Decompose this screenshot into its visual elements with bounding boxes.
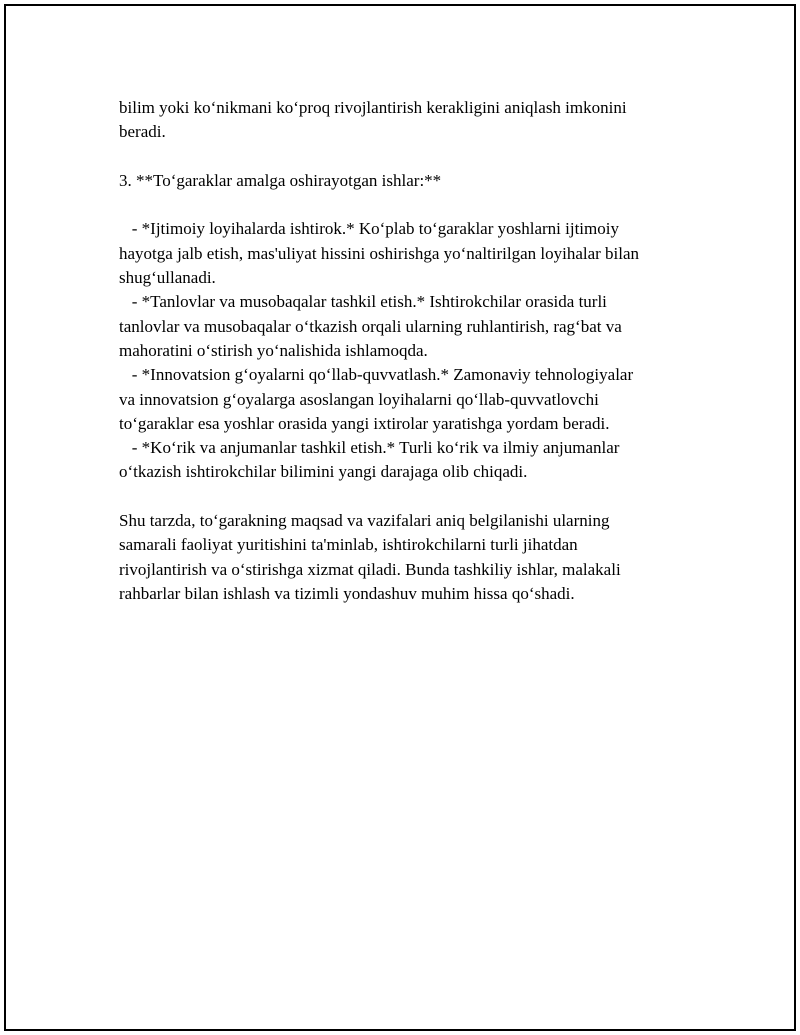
document-page <box>4 4 796 1031</box>
bullet-line: hayotga jalb etish, mas'uliyat hissini oshirishga yo‘naltirilgan loyihalar bilan <box>119 243 640 263</box>
intro-paragraph <box>119 96 699 145</box>
bullet-line: - *Ijtimoiy loyihalarda ishtirok.* Ko‘plab to‘garaklar yoshlarni ijtimoiy <box>119 219 619 239</box>
bullet-line: tanlovlar va musobaqalar o‘tkazish orqali ularning ruhlantirish, rag‘bat va <box>119 316 622 336</box>
bullet-line: - *Innovatsion g‘oyalarni qo‘llab-quvvatlash.* Zamonaviy tehnologiyalar <box>119 365 634 385</box>
conclusion-paragraph <box>119 509 699 606</box>
bullet-line: va innovatsion g‘oyalarga asoslangan loyihalarni qo‘llab-quvvatlovchi <box>119 389 599 409</box>
bullet-line: - *Ko‘rik va anjumanlar tashkil etish.* Turli ko‘rik va ilmiy anjumanlar <box>119 438 620 458</box>
document-body <box>119 96 699 606</box>
conclusion-line: Shu tarzda, to‘garakning maqsad va vazifalari aniq belgilanishi ularning <box>119 511 610 531</box>
paragraph-gap <box>119 145 699 169</box>
conclusion-line: samarali faoliyat yuritishini ta'minlab, ishtirokchilarni turli jihatdan <box>119 535 578 555</box>
paragraph-gap <box>119 485 699 509</box>
section-heading: 3. **To‘garaklar amalga oshirayotgan ishlar:** <box>119 170 442 190</box>
intro-line: beradi. <box>119 122 166 142</box>
bullet-item <box>119 290 699 363</box>
bullet-line: shug‘ullanadi. <box>119 268 216 288</box>
conclusion-line: rahbarlar bilan ishlash va tizimli yondashuv muhim hissa qo‘shadi. <box>119 583 575 603</box>
paragraph-gap <box>119 193 699 217</box>
bullet-line: to‘garaklar esa yoshlar orasida yangi ixtirolar yaratishga yordam beradi. <box>119 413 610 433</box>
bullet-item <box>119 436 699 485</box>
bullet-line: o‘tkazish ishtirokchilar bilimini yangi darajaga olib chiqadi. <box>119 462 528 482</box>
conclusion-line: rivojlantirish va o‘stirishga xizmat qiladi. Bunda tashkiliy ishlar, malakali <box>119 559 621 579</box>
bullet-line: mahoratini o‘stirish yo‘nalishida ishlamoqda. <box>119 340 428 360</box>
bullet-item <box>119 363 699 436</box>
bullet-item <box>119 217 699 290</box>
bullet-line: - *Tanlovlar va musobaqalar tashkil etish.* Ishtirokchilar orasida turli <box>119 292 607 312</box>
intro-line: bilim yoki ko‘nikmani ko‘proq rivojlantirish kerakligini aniqlash imkonini <box>119 98 627 117</box>
